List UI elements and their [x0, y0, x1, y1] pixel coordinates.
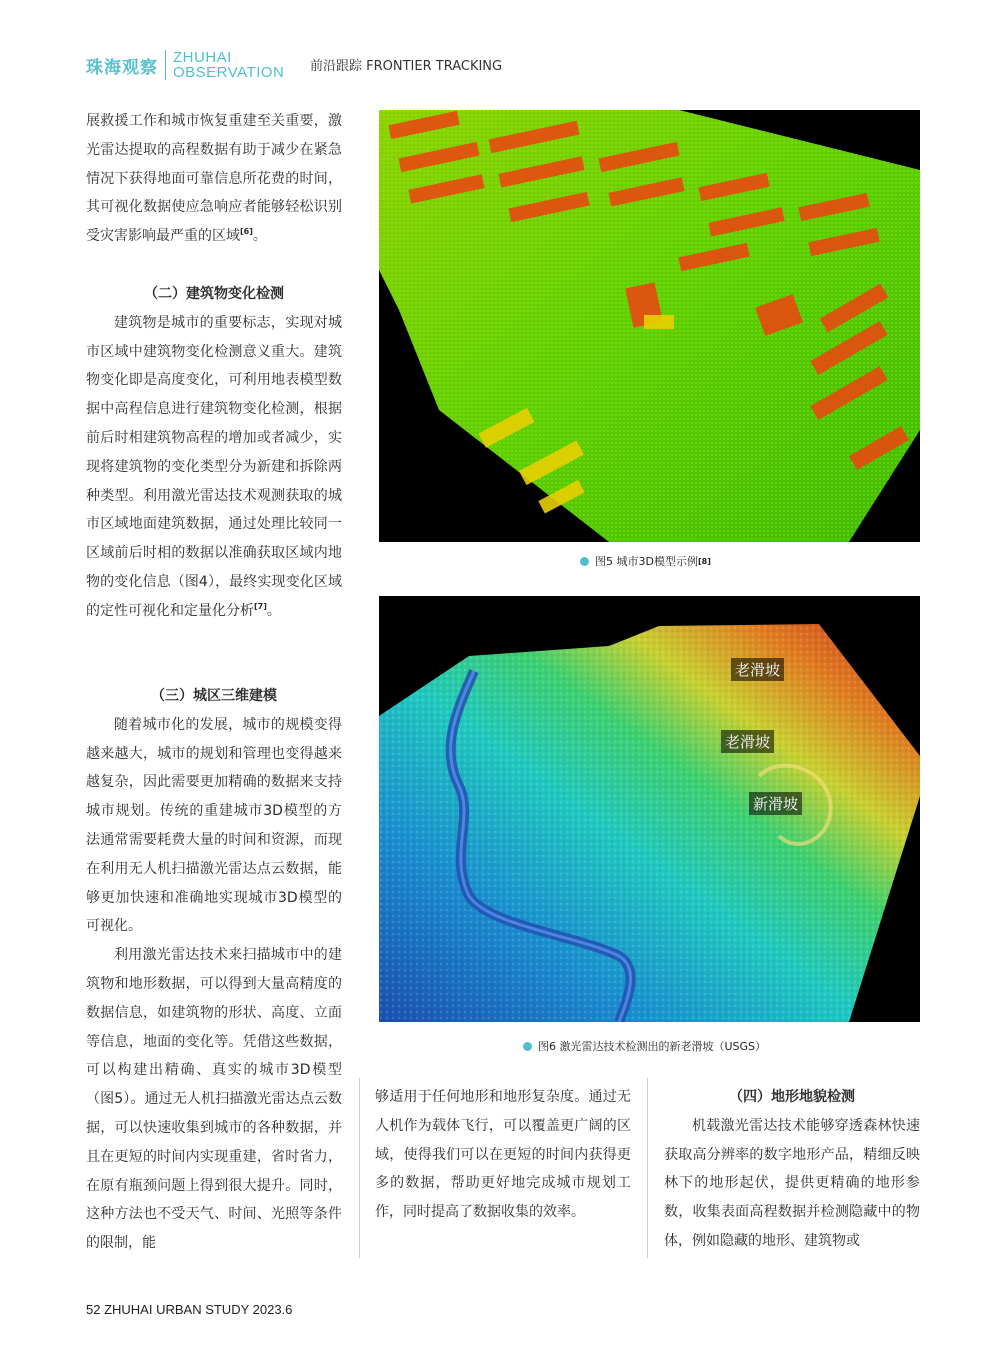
figure5-reference: [8] [697, 556, 711, 566]
brand-en-line2: OBSERVATION [173, 64, 285, 81]
caption-bullet-icon [523, 1042, 532, 1051]
continuation-block [375, 1083, 631, 1227]
section-building-change [86, 280, 342, 626]
terrain-image [379, 596, 920, 1022]
caption-bullet-icon [580, 557, 589, 566]
landslide-label-old-2: 老滑坡 [721, 730, 774, 753]
landslide-label-new: 新滑坡 [749, 792, 802, 815]
section-heading: （二）建筑物变化检测 [144, 286, 284, 302]
intro-block [86, 107, 342, 251]
figure-city-3d-model [379, 110, 920, 542]
brand-name-en [173, 50, 284, 80]
point-cloud-image [379, 110, 920, 542]
figure-landslide-terrain [379, 596, 920, 1022]
masthead [86, 48, 284, 82]
brand-divider [165, 50, 166, 80]
continuation-paragraph: 够适用于任何地形和地形复杂度。通过无人机作为载体飞行，可以覆盖更广阔的区域，使得我们可以在更短的时间内获得更多的数据，帮助更好地完成城市规划工作，同时提高了数据收集的效率。 [375, 1089, 631, 1221]
section2-reference: [7] [254, 601, 267, 611]
section-label: 前沿跟踪 FRONTIER TRACKING [310, 59, 503, 74]
section-paragraph: 机载激光雷达技术能够穿透森林快速获取高分辨率的数字地形产品，精细反映林下的地形起伏，提供更精确的地形参数，收集表面高程数据并检测隐藏中的物体，例如隐藏的地形、建筑物或 [664, 1117, 920, 1249]
section-heading: （三）城区三维建模 [151, 688, 277, 704]
landslide-label-old-1: 老滑坡 [731, 658, 784, 681]
column-divider [647, 1078, 648, 1258]
page-footer: 52 ZHUHAI URBAN STUDY 2023.6 [86, 1302, 293, 1317]
section-paragraph: 建筑物是城市的重要标志，实现对城市区域中建筑物变化检测意义重大。建筑物变化即是高度变化，可利用地表模型数据中高程信息进行建筑物变化检测，根据前后时相建筑物高程的增加或者减少，实现将建筑物的变化类型分为新建和拆除两种类型。利用激光雷达技术观测获取的城市区域地面建筑数据，通过处理比较同一区域前后时相的数据以准确获取区域内地物的变化信息（图4），最终实现变化区域的定性可视化和定量化分析[7]。 [86, 314, 342, 619]
column-divider [359, 1078, 360, 1258]
section-paragraph: 利用激光雷达技术来扫描城市中的建筑物和地形数据，可以得到大量高精度的数据信息，如建筑物的形状、高度、立面等信息，地面的变化等。凭借这些数据，可以构建出精确、真实的城市3D模型（图5）。通过无人机扫描激光雷达点云数据，可以快速收集到城市的各种数据，并且在更短的时间内实现重建，省时省力，在原有瓶颈问题上得到很大提升。同时，这种方法也不受天气、时间、光照等条件的限制，能 [86, 947, 342, 1252]
brand-en-line1: ZHUHAI [173, 49, 232, 66]
figure5-caption: 图5 城市3D模型示例 [8] [580, 553, 711, 569]
intro-paragraph: 展救援工作和城市恢复重建至关重要，激光雷达提取的高程数据有助于减少在紧急情况下获得地面可靠信息所花费的时间，其可视化数据使应急响应者能够轻松识别受灾害影响最严重的区域[6]。 [86, 113, 342, 245]
section-terrain-detection [664, 1083, 920, 1256]
section-heading: （四）地形地貌检测 [729, 1089, 855, 1105]
section-3d-modeling [86, 682, 342, 1258]
brand-name-cn: 珠海观察 [86, 57, 158, 78]
intro-reference: [6] [240, 227, 253, 237]
figure6-caption: 图6 激光雷达技术检测出的新老滑坡（USGS） [523, 1038, 766, 1054]
section-paragraph: 随着城市化的发展，城市的规模变得越来越大，城市的规划和管理也变得越来越复杂，因此需要更加精确的数据来支持城市规划。传统的重建城市3D模型的方法通常需要耗费大量的时间和资源，而现在利用无人机扫描激光雷达点云数据，能够更加快速和准确地实现城市3D模型的可视化。 [86, 716, 342, 935]
